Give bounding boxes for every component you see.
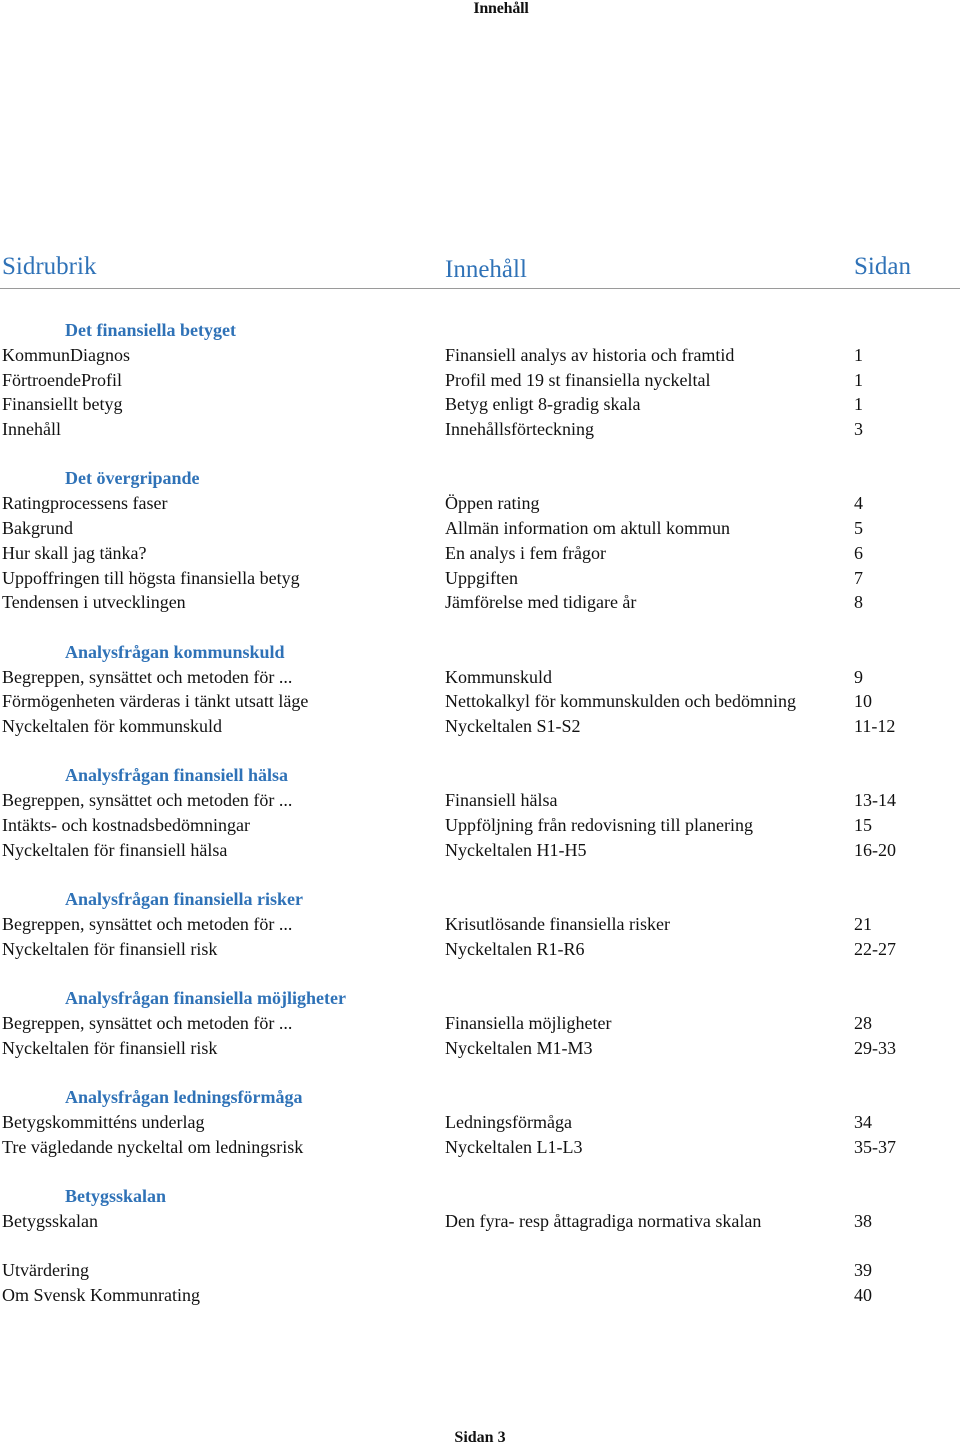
toc-entry-description: Profil med 19 st finansiella nyckeltal <box>445 369 711 390</box>
section-title: Analysfrågan finansiella möjligheter <box>65 988 346 1009</box>
page-title: Innehåll <box>473 0 529 17</box>
toc-row <box>0 689 960 714</box>
toc-entry-description: Jämförelse med tidigare år <box>445 592 637 613</box>
toc-entry-page: 1 <box>854 344 863 365</box>
toc-entry-page: 4 <box>854 493 863 514</box>
toc-entry-title: Bakgrund <box>2 518 73 539</box>
toc-row <box>0 1110 960 1135</box>
page-footer <box>0 1429 960 1447</box>
toc-row <box>0 417 960 442</box>
toc-entry-description: Nettokalkyl för kommunskulden och bedömning <box>445 691 796 712</box>
toc-section <box>0 986 960 1060</box>
toc-entry-title: Tendensen i utvecklingen <box>2 592 186 613</box>
section-title: Det finansiella betyget <box>65 320 236 340</box>
toc-entry-description: Nyckeltalen L1-L3 <box>445 1136 583 1157</box>
toc-entry-description: Ledningsförmåga <box>445 1111 572 1132</box>
toc-entry-page: 38 <box>854 1210 872 1231</box>
toc-row <box>0 343 960 368</box>
toc-entry-title: Nyckeltalen för finansiell hälsa <box>2 839 228 860</box>
toc-entry-page: 1 <box>854 394 863 415</box>
toc-row <box>0 1258 960 1283</box>
toc-entry-title: Begreppen, synsättet och metoden för ... <box>2 1012 293 1033</box>
section-title: Det övergripande <box>65 468 200 489</box>
toc-entry-page: 9 <box>854 666 863 687</box>
toc-entry-page: 39 <box>854 1259 872 1280</box>
toc-row <box>0 1283 960 1308</box>
toc-entry-page: 10 <box>854 691 872 712</box>
toc-entry-title: Nyckeltalen för kommunskuld <box>2 716 222 737</box>
toc-section <box>0 1184 960 1234</box>
toc-section <box>0 318 960 442</box>
toc-entry-description: Nyckeltalen M1-M3 <box>445 1037 593 1058</box>
toc-entry-description: Nyckeltalen S1-S2 <box>445 716 581 737</box>
toc-entry-page: 7 <box>854 567 863 588</box>
toc-section <box>0 640 960 739</box>
toc-entry-page: 8 <box>854 592 863 613</box>
toc-entry-description: Innehållsförteckning <box>445 419 594 440</box>
toc-row <box>0 1135 960 1160</box>
toc-entry-page: 40 <box>854 1284 872 1305</box>
toc-row <box>0 1036 960 1061</box>
toc-row <box>0 912 960 937</box>
toc-row <box>0 1209 960 1234</box>
toc-entry-page: 13-14 <box>854 790 896 811</box>
toc-entry-title: Intäkts- och kostnadsbedömningar <box>2 815 250 836</box>
toc-entry-description: Uppgiften <box>445 567 518 588</box>
toc-entry-page: 34 <box>854 1111 872 1132</box>
header-innehall: Innehåll <box>445 256 527 283</box>
toc-row <box>0 491 960 516</box>
toc-entry-title: Utvärdering <box>2 1259 89 1280</box>
toc-entry-title: Begreppen, synsättet och metoden för ... <box>2 790 293 811</box>
toc-entry-description: Finansiella möjligheter <box>445 1012 612 1033</box>
section-title: Analysfrågan finansiell hälsa <box>65 765 289 786</box>
toc-section <box>0 887 960 961</box>
toc-entry-page: 3 <box>854 419 863 440</box>
toc-entry-title: Nyckeltalen för finansiell risk <box>2 938 218 959</box>
table-of-contents <box>0 318 960 1332</box>
toc-row <box>0 665 960 690</box>
toc-entry-title: Hur skall jag tänka? <box>2 542 147 563</box>
section-title: Analysfrågan kommunskuld <box>65 641 285 662</box>
toc-entry-title: Om Svensk Kommunrating <box>2 1284 200 1305</box>
toc-entry-title: Förmögenheten värderas i tänkt utsatt läge <box>2 691 309 712</box>
toc-entry-title: Tre vägledande nyckeltal om ledningsrisk <box>2 1136 304 1157</box>
toc-entry-page: 35-37 <box>854 1136 896 1157</box>
toc-row <box>0 368 960 393</box>
header-sidan: Sidan <box>854 253 911 280</box>
toc-entry-title: Uppoffringen till högsta finansiella betyg <box>2 567 300 588</box>
toc-section <box>0 763 960 862</box>
toc-entry-description: Öppen rating <box>445 493 540 514</box>
toc-entry-title: Betygsskalan <box>2 1210 98 1231</box>
toc-section <box>0 1258 960 1308</box>
toc-entry-page: 15 <box>854 815 872 836</box>
toc-section <box>0 466 960 615</box>
section-title: Analysfrågan ledningsförmåga <box>65 1086 303 1107</box>
toc-row <box>0 813 960 838</box>
toc-row <box>0 541 960 566</box>
toc-row <box>0 392 960 417</box>
toc-entry-description: Kommunskuld <box>445 666 553 687</box>
toc-entry-page: 22-27 <box>854 938 896 959</box>
toc-row <box>0 566 960 591</box>
toc-entry-page: 28 <box>854 1012 872 1033</box>
toc-entry-title: KommunDiagnos <box>2 344 130 365</box>
toc-entry-title: Betygskommitténs underlag <box>2 1111 205 1132</box>
toc-entry-title: Innehåll <box>2 419 61 440</box>
toc-entry-description: Krisutlösande finansiella risker <box>445 913 670 934</box>
toc-entry-title: Finansiellt betyg <box>2 394 123 415</box>
header-divider <box>0 288 960 289</box>
toc-row <box>0 516 960 541</box>
toc-entry-page: 5 <box>854 518 863 539</box>
toc-entry-description: Betyg enligt 8-gradig skala <box>445 394 641 415</box>
toc-row <box>0 838 960 863</box>
toc-entry-description: Nyckeltalen H1-H5 <box>445 839 587 860</box>
section-title: Analysfrågan finansiella risker <box>65 889 304 910</box>
toc-row <box>0 714 960 739</box>
toc-entry-description: Nyckeltalen R1-R6 <box>445 938 585 959</box>
toc-entry-title: FörtroendeProfil <box>2 369 122 390</box>
toc-entry-title: Begreppen, synsättet och metoden för ... <box>2 913 293 934</box>
toc-entry-page: 11-12 <box>854 716 896 737</box>
toc-entry-page: 29-33 <box>854 1037 896 1058</box>
toc-entry-description: Den fyra- resp åttagradiga normativa skalan <box>445 1210 762 1231</box>
toc-entry-title: Nyckeltalen för finansiell risk <box>2 1037 218 1058</box>
toc-entry-title: Begreppen, synsättet och metoden för ... <box>2 666 293 687</box>
toc-row <box>0 937 960 962</box>
toc-row <box>0 788 960 813</box>
toc-entry-description: En analys i fem frågor <box>445 542 606 563</box>
toc-section <box>0 1085 960 1159</box>
toc-entry-page: 21 <box>854 913 872 934</box>
toc-entry-description: Allmän information om aktull kommun <box>445 518 730 539</box>
toc-entry-page: 16-20 <box>854 839 896 860</box>
toc-entry-page: 1 <box>854 369 863 390</box>
toc-entry-description: Finansiell hälsa <box>445 790 558 811</box>
toc-entry-description: Finansiell analys av historia och framtid <box>445 344 735 365</box>
toc-entry-description: Uppföljning från redovisning till planering <box>445 815 753 836</box>
section-title: Betygsskalan <box>65 1185 167 1206</box>
header-sidrubrik: Sidrubrik <box>2 253 97 280</box>
toc-entry-title: Ratingprocessens faser <box>2 493 168 514</box>
toc-row <box>0 590 960 615</box>
toc-row <box>0 1011 960 1036</box>
toc-entry-page: 6 <box>854 542 863 563</box>
page-number: Sidan 3 <box>454 1429 506 1446</box>
